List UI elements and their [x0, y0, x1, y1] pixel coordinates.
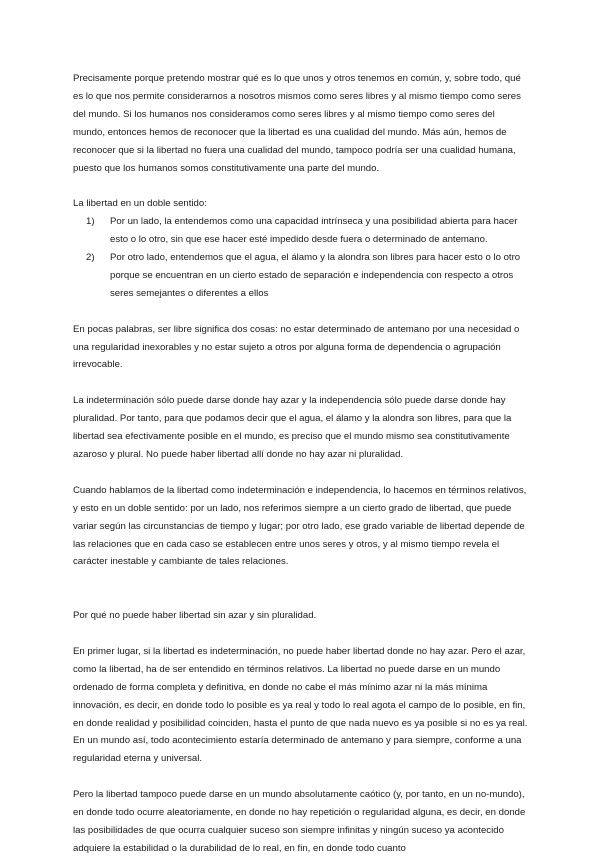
numbered-list [73, 213, 528, 303]
paragraph-5: Cuando hablamos de la libertad como indeterminación e independencia, lo hacemos en términos relativos, y esto en un doble sentido: por un lado, nos referimos siempre a un cierto grado de libertad, que puede variar según las circunstancias de tiempo y lugar; por otro lado, ese grado variable de libertad depende de las relaciones que en cada caso se establecen entre unos seres y otros, y al mismo tiempo revela el carácter inestable y cambiante de tales relaciones. [73, 484, 527, 568]
section-heading: Por qué no puede haber libertad sin azar y sin pluralidad. [73, 610, 317, 622]
list-item-text: Por otro lado, entendemos que el agua, el álamo y la alondra son libres para hacer esto o lo otro porque se encuentran en un cierto estado de separación e independencia con respecto a otros seres semejantes o diferentes a ellos [110, 252, 521, 299]
paragraph-1: Precisamente porque pretendo mostrar qué es lo que unos y otros tenemos en común, y, sobre todo, qué es lo que nos permite considerarnos a nosotros mismos como seres libres y al mismo tiempo como seres del mundo. Si los humanos nos consideramos como seres libres y al mismo tiempo como seres del mundo, entonces hemos de reconocer que la libertad es una cualidad del mundo. Más aún, hemos de reconocer que si la libertad no fuera una cualidad del mundo, tampoco podría ser una cualidad humana, puesto que los humanos somos constitutivamente una parte del mundo. [73, 73, 521, 174]
list-marker: 1) [86, 216, 95, 228]
paragraph-8: Pero la libertad tampoco puede darse en un mundo absolutamente caótico (y, por tanto, en un no-mundo), en donde todo ocurre aleatoriamente, en donde no hay repetición o regularidad alguna, es decir, en donde las posibilidades de que ocurra cualquier suceso son siempre infinitas y ningún suceso ya acontecido adquiere la estabilidad o la durabilidad de lo real, en fin, en donde todo cuanto [73, 789, 526, 854]
list-intro: La libertad en un doble sentido: [73, 198, 207, 210]
paragraph-7: En primer lugar, si la libertad es indeterminación, no puede haber libertad donde no hay azar. Pero el azar, como la libertad, ha de ser entendido en términos relativos. La libertad no puede darse en un mundo ordenado de forma completa y definitiva, en donde no cabe el más mínimo azar ni la más mínima innovación, es decir, en donde todo lo posible es ya real y todo lo real agota el campo de lo posible, en fin, en donde realidad y posibilidad coinciden, hasta el punto de que nada nuevo es ya posible si no es ya real. En un mundo así, todo acontecimiento estaría determinado de antemano y para siempre, conforme a una regularidad eterna y universal. [73, 645, 528, 765]
list-item [86, 249, 528, 303]
paragraph-4: La indeterminación sólo puede darse donde hay azar y la independencia sólo puede darse donde hay pluralidad. Por tanto, para que podamos decir que el agua, el álamo y la alondra son libres, para que la libertad sea efectivamente posible en el mundo, es preciso que el mundo mismo sea constitutivamente azaroso y plural. No puede haber libertad allí donde no hay azar ni pluralidad. [73, 395, 512, 460]
paragraph-3: En pocas palabras, ser libre significa dos cosas: no estar determinado de antemano por una necesidad o una regularidad inexorables y no estar sujeto a otros por alguna forma de dependencia o agrupación irrevocable. [73, 323, 520, 371]
list-marker: 2) [86, 252, 95, 264]
list-item [86, 213, 528, 249]
list-item-text: Por un lado, la entendemos como una capacidad intrínseca y una posibilidad abierta para hacer esto o lo otro, sin que ese hacer esté impedido desde fuera o determinado de antemano. [110, 216, 518, 246]
